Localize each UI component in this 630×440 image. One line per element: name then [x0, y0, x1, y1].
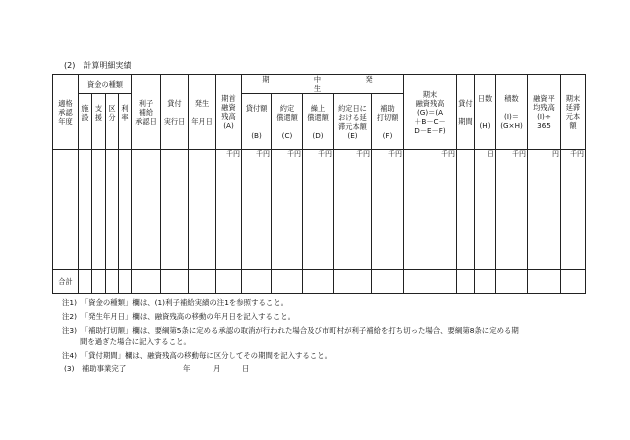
unit-label: 千円: [334, 150, 372, 270]
note-2: 注2) 「発生年月日」欄は、融資残高の移動の年月日を記入すること。: [62, 312, 296, 321]
unit-label: 千円: [372, 150, 404, 270]
header-division: 区分: [106, 94, 119, 150]
header-fund-type: 資金の種類: [79, 75, 132, 94]
header-rate: 利率: [119, 94, 132, 150]
header-support: 支援: [92, 94, 106, 150]
header-loan-amount: 貸付額 (B): [242, 94, 272, 150]
unit-label: 千円: [242, 150, 272, 270]
completion-label: (3) 補助事業完了: [64, 364, 127, 373]
section-title: (2) 計算明細実績: [64, 61, 132, 70]
unit-label: 千円: [561, 150, 586, 270]
header-days: 日数 (H): [475, 75, 496, 150]
header-loan-period: 貸付 期間: [457, 75, 475, 150]
completion-month-label: 月: [213, 364, 221, 373]
header-interest-approval: 利子 補給 承認日: [132, 75, 161, 150]
header-closing-overdue: 期末 延滞 元本 額: [561, 75, 586, 150]
header-during-period: 期 中 発 生: [242, 75, 404, 94]
header-facility: 施設: [79, 94, 92, 150]
calculation-detail-table: [52, 74, 586, 294]
note-3-continued: 間を過ぎた場合に記入すること。: [80, 337, 191, 346]
completion-year-label: 年: [183, 364, 191, 373]
note-4: 注4) 「貸付期間」欄は、融資残高の移動毎に区分してその期間を記入すること。: [62, 351, 332, 360]
total-label: 合計: [53, 270, 79, 294]
note-1: 注1) 「資金の種類」欄は、(1)利子補給実績の注1を参照すること。: [62, 298, 289, 307]
header-early-repayment: 繰上 償還額 (D): [303, 94, 334, 150]
header-closing-balance: 期末 融資残高 (G)＝(A ＋B－C－ D－E－F): [404, 75, 457, 150]
header-loan-exec: 貸付 実行日: [161, 75, 189, 150]
total-row: [53, 270, 586, 294]
header-opening-balance: 期首 融資 残高 (A): [216, 75, 242, 150]
note-3: 注3) 「補助打切額」欄は、要綱第5条に定める承認の取消が行われた場合及び市町村が利子補給を打ち切った場合、要綱第8条に定める期: [62, 326, 519, 335]
unit-label: 千円: [303, 150, 334, 270]
header-product: 積数 (I)＝ (G×H): [496, 75, 528, 150]
unit-label: 千円: [272, 150, 303, 270]
header-year: 適格 承認 年度: [53, 75, 79, 150]
table-row: [53, 150, 586, 270]
unit-label: 千円: [216, 150, 242, 270]
header-scheduled-repayment: 約定 償還額 (C): [272, 94, 303, 150]
unit-label: 千円: [404, 150, 457, 270]
header-overdue-principal: 約定日に おける延 滞元本額 (E): [334, 94, 372, 150]
unit-label: 千円: [496, 150, 528, 270]
header-avg-balance: 融資平 均残高 (I)÷ 365: [528, 75, 561, 150]
header-subsidy-cut: 補助 打切額 (F): [372, 94, 404, 150]
unit-label: 円: [528, 150, 561, 270]
unit-label: 日: [475, 150, 496, 270]
header-occur-date: 発生 年月日: [189, 75, 216, 150]
completion-day-label: 日: [242, 364, 250, 373]
